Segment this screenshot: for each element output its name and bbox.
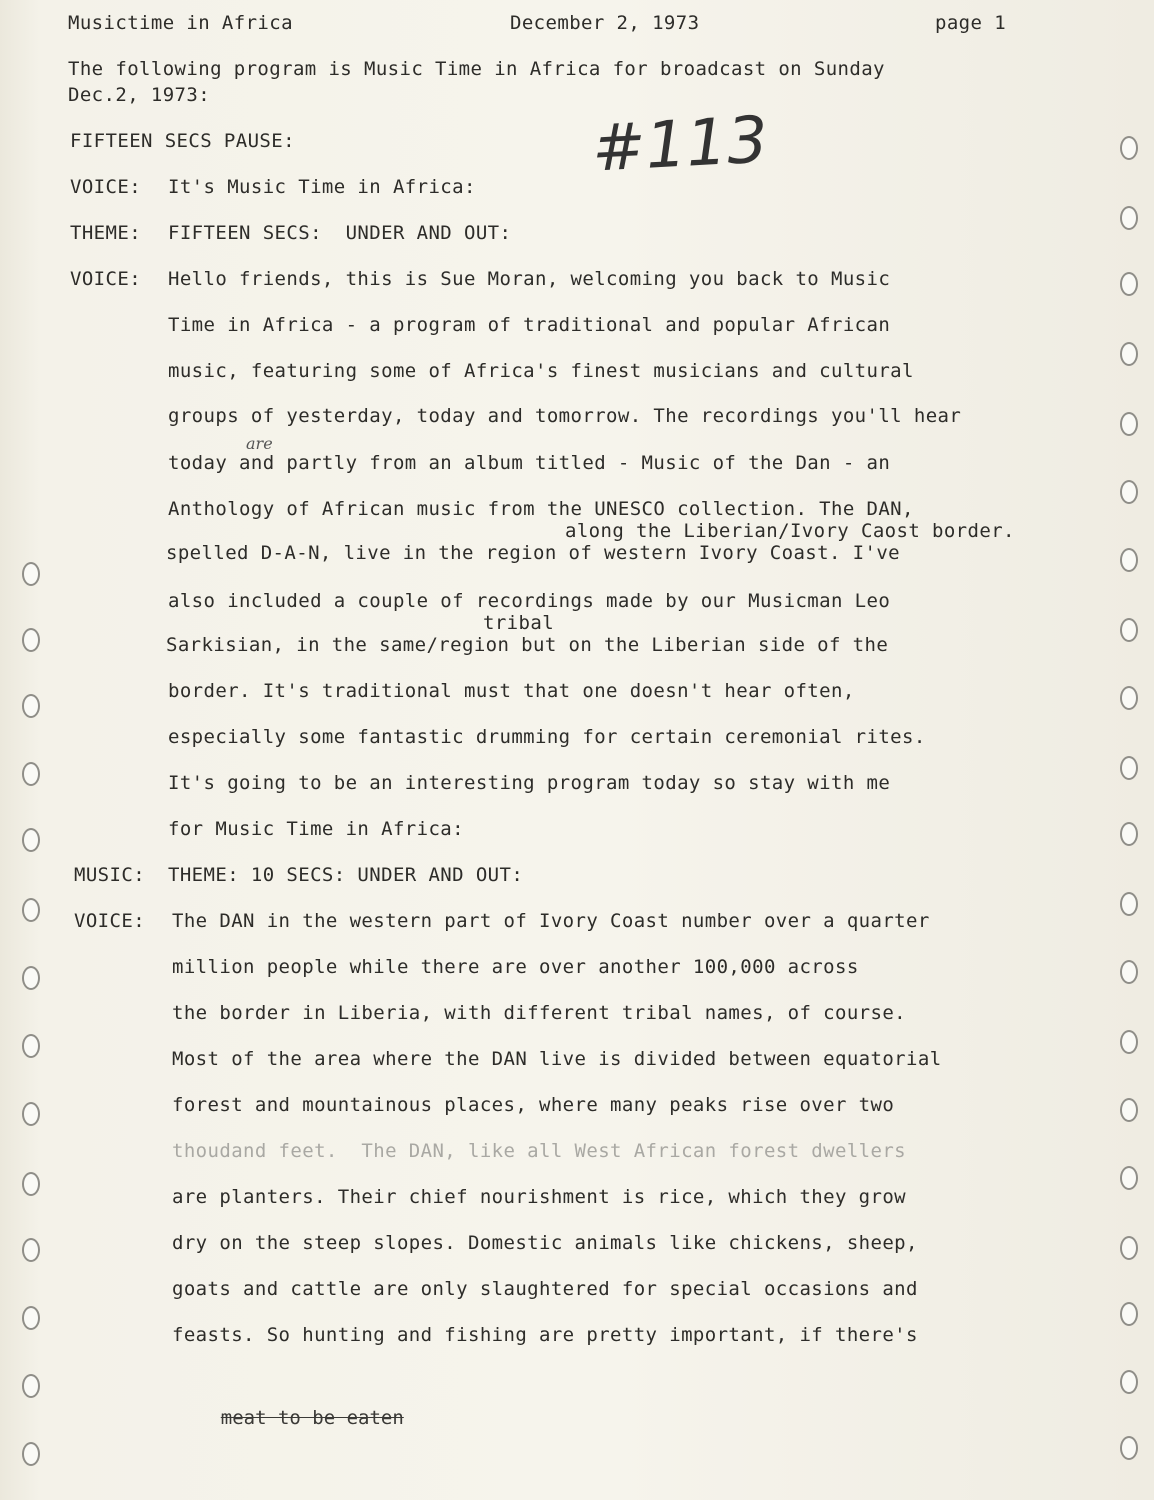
cue-text-music: THEME: 10 SECS: UNDER AND OUT: [168,864,524,886]
binder-hole [22,898,40,922]
cue-label-voice-2: VOICE: [70,268,142,290]
binder-hole [1120,960,1138,984]
paragraph1-line: spelled D-A-N, live in the region of western Ivory Coast. I've [166,542,901,564]
binder-hole [1120,756,1138,780]
cue-label-voice-3: VOICE: [74,910,146,932]
cue-label-voice-1: VOICE: [70,176,142,198]
paragraph2-line: feasts. So hunting and fishing are pretty important, if there's [172,1324,918,1346]
paragraph1-line: especially some fantastic drumming for certain ceremonial rites. [168,726,926,748]
binder-hole [22,762,40,786]
binder-hole [1120,342,1138,366]
binder-hole [1120,548,1138,572]
paragraph1-line: border. It's traditional must that one doesn't hear often, [168,680,855,702]
header-program-title: Musictime in Africa [68,12,293,34]
handwritten-program-number: #113 [590,103,770,187]
paragraph1-line: also included a couple of recordings made by our Musicman Leo [168,590,891,612]
cue-text-voice-1: It's Music Time in Africa: [168,176,476,198]
cue-label-theme: THEME: [70,222,142,244]
paragraph2-line: forest and mountainous places, where many peaks rise over two [172,1094,895,1116]
paragraph2-line: are planters. Their chief nourishment is rice, which they grow [172,1186,907,1208]
paragraph1-line: groups of yesterday, today and tomorrow. The recordings you'll hear [168,405,962,427]
binder-hole [1120,686,1138,710]
binder-hole [1120,892,1138,916]
binder-hole [1120,1166,1138,1190]
paragraph1-insert-word: tribal [483,612,555,634]
binder-hole [1120,136,1138,160]
cue-text-theme: FIFTEEN SECS: UNDER AND OUT: [168,222,512,244]
struck-out-line [175,1385,404,1451]
binder-hole [22,1238,40,1262]
header-page-number: page 1 [935,12,1007,34]
binder-hole [1120,1030,1138,1054]
paragraph1-line: Anthology of African music from the UNESCO collection. The DAN, [168,498,914,520]
binder-hole [1120,206,1138,230]
binder-hole [1120,1302,1138,1326]
intro-line-1: The following program is Music Time in Africa for broadcast on Sunday [68,58,885,80]
binder-hole [22,1374,40,1398]
cue-label-pause: FIFTEEN SECS PAUSE: [70,130,295,152]
binder-hole [1120,272,1138,296]
binder-hole [1120,1236,1138,1260]
binder-hole [22,966,40,990]
paragraph2-line: dry on the steep slopes. Domestic animals like chickens, sheep, [172,1232,918,1254]
binder-hole [22,1442,40,1466]
binder-hole [22,828,40,852]
binder-hole [1120,822,1138,846]
paragraph1-line: It's going to be an interesting program today so stay with me [168,772,891,794]
paragraph2-line-faded: thoudand feet. The DAN, like all West African forest dwellers [172,1140,907,1162]
handwritten-correction-are: are [246,434,273,453]
paragraph1-line: today and partly from an album titled - Music of the Dan - an [168,452,891,474]
binder-hole [1120,1098,1138,1122]
binder-hole [22,694,40,718]
paragraph1-line: Sarkisian, in the same/region but on the Liberian side of the [166,634,889,656]
struck-out-text: meat to be eaten [220,1407,404,1429]
cue-text-voice-2: Hello friends, this is Sue Moran, welcoming you back to Music [168,268,891,290]
paragraph1-line: Time in Africa - a program of traditional and popular African [168,314,891,336]
binder-hole [1120,1436,1138,1460]
paragraph2-line: million people while there are over another 100,000 across [172,956,859,978]
paragraph2-line: goats and cattle are only slaughtered for special occasions and [172,1278,918,1300]
binder-hole [22,562,40,586]
binder-hole [22,1102,40,1126]
binder-hole [22,1306,40,1330]
binder-hole [1120,1370,1138,1394]
paragraph1-line: music, featuring some of Africa's finest musicians and cultural [168,360,914,382]
binder-hole [1120,480,1138,504]
binder-hole [1120,412,1138,436]
cue-label-music: MUSIC: [74,864,146,886]
header-date: December 2, 1973 [510,12,700,34]
paragraph2-line: The DAN in the western part of Ivory Coast number over a quarter [172,910,930,932]
paragraph1-insert-line: along the Liberian/Ivory Caost border. [565,520,1015,542]
paragraph1-line: for Music Time in Africa: [168,818,464,840]
binder-hole [22,1172,40,1196]
paragraph2-line: Most of the area where the DAN live is divided between equatorial [172,1048,942,1070]
binder-hole [22,628,40,652]
binder-hole [22,1034,40,1058]
paragraph2-line: the border in Liberia, with different tribal names, of course. [172,1002,907,1024]
binder-hole [1120,618,1138,642]
intro-line-2: Dec.2, 1973: [68,84,211,106]
